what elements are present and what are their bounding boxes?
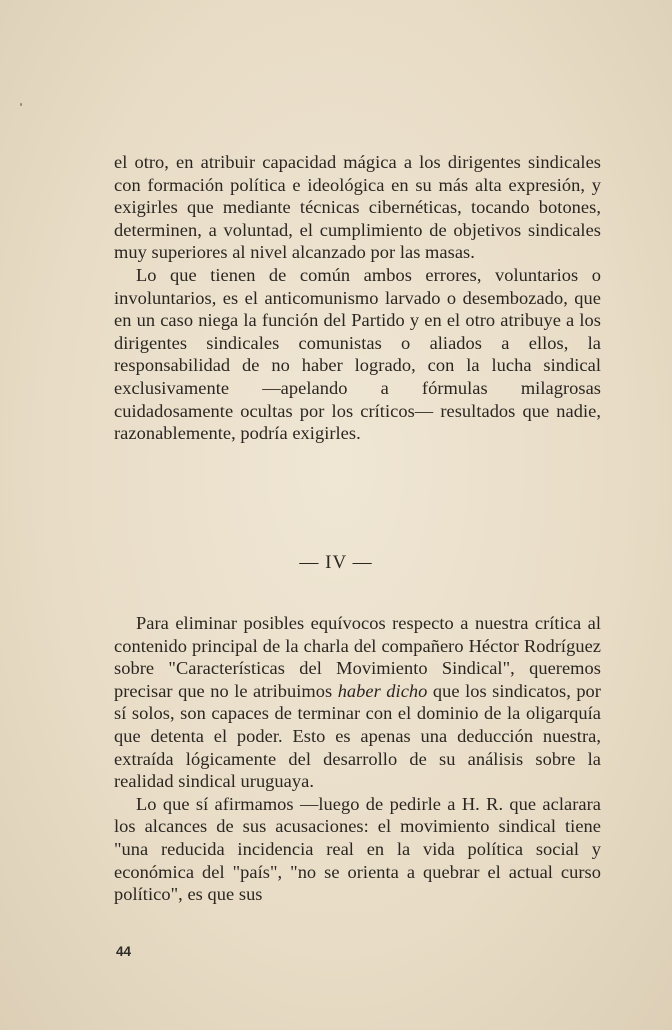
paragraph-continued: el otro, en atribuir capacidad mágica a los dirigentes sindicales con formación política e ideológica en su más alta expresión, y exigirles que mediante técnicas cibernéticas, tocando botones, determinen, a voluntad, el cumplimiento de objetivos sindicales muy superiores al nivel alcanzado por las masas.	[114, 152, 601, 263]
text-block-section	[114, 612, 601, 906]
page-number: 44	[116, 944, 132, 959]
paper-speck	[20, 103, 22, 106]
paragraph-text-end: que los sindicatos, por sí solos, son capaces de terminar con el dominio de la oligarquía que detenta el poder. Esto es apenas una deducción nuestra, extraída lógicamente del desarrollo de su análisis sobre la realidad sindical uruguaya.	[114, 680, 601, 792]
section-heading: — IV —	[299, 552, 373, 573]
paragraph: Lo que tienen de común ambos errores, voluntarios o involuntarios, es el anticomunismo larvado o desembozado, que en un caso niega la función del Partido y en el otro atribuye a los dirigentes sindicales comunistas o aliados a ellos, la responsabilidad de no haber logrado, con la lucha sindical exclusivamente —apelando a fórmulas milagrosas cuidadosamente ocultas por los críticos— resultados que nadie, razonablemente, podría exigirles.	[114, 264, 601, 444]
emphasized-phrase: haber dicho	[337, 680, 428, 701]
paragraph-text-start: Para eliminar posibles equívocos respecto a nuestra crítica al contenido principal de la charla del compañero Héctor Rodríguez sobre "Características del Movimiento Sindical", queremos precisar que no le atribuimos	[114, 613, 601, 701]
paragraph: Lo que sí afirmamos —luego de pedirle a H. R. que aclarara los alcances de sus acusaciones: el movimiento sindical tiene "una reducida incidencia real en la vida política social y económica del "país", "no se orienta a quebrar el actual curso político", es que sus	[114, 793, 601, 905]
text-block-top	[114, 151, 601, 445]
paragraph	[114, 612, 601, 793]
